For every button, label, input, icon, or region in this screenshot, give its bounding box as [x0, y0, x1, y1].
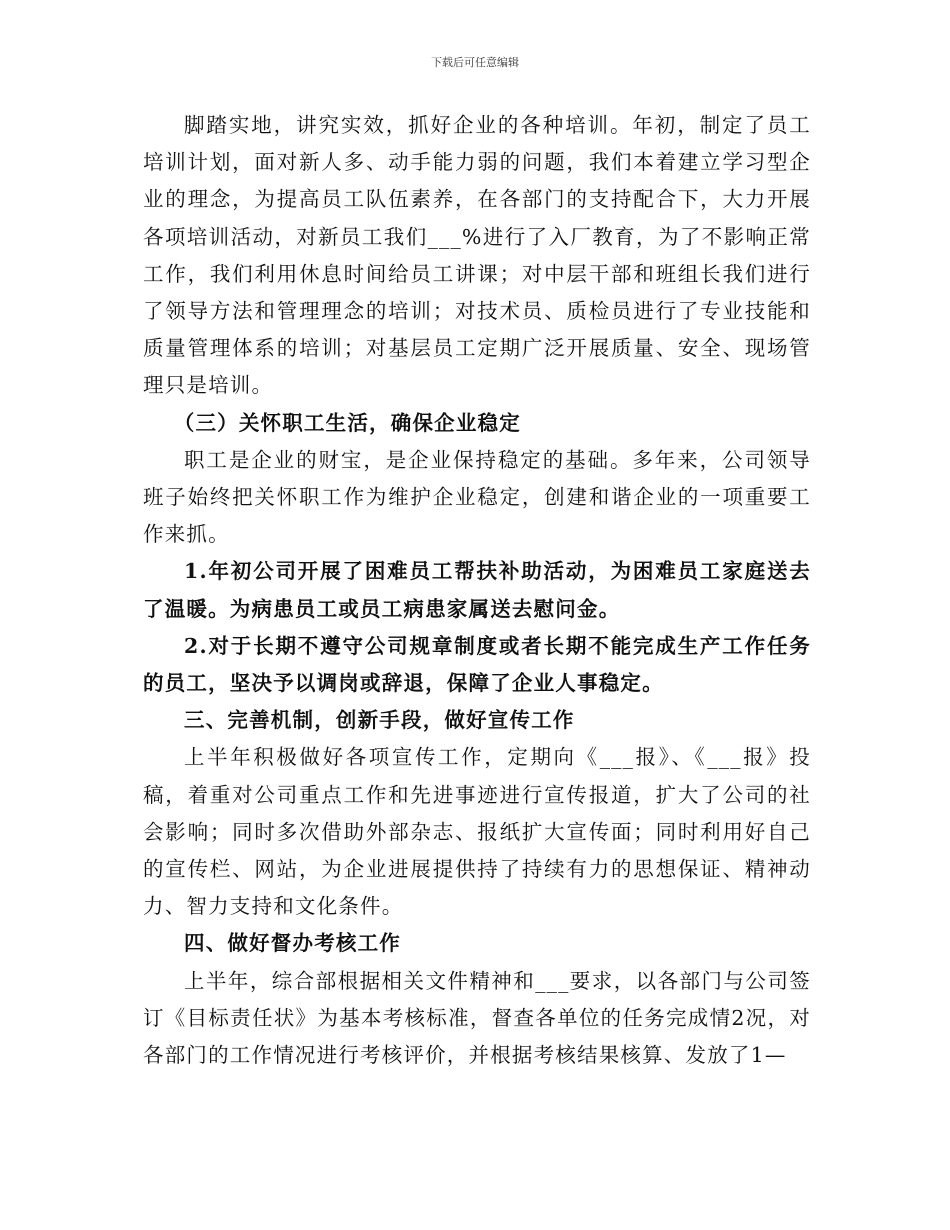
- paragraph-publicity: 上半年积极做好各项宣传工作，定期向《___报》、《___报》投稿，着重对公司重点工作和先进事迹进行宣传报道，扩大了公司的社会影响；同时多次借助外部杂志、报纸扩大宣传面；同时利用好自己的宣传栏、网站，为企业进展提供持了持续有力的思想保证、精神动力、智力支持和文化条件。: [143, 745, 811, 919]
- paragraph-supervision: 上半年，综合部根据相关文件精神和___要求，以各部门与公司签订《目标责任状》为基本考核标准，督查各单位的任务完成情2况，对各部门的工作情况进行考核评价，并根据考核结果核算、发放了1—: [143, 968, 811, 1068]
- paragraph-item-2: 2.对于长期不遵守公司规章制度或者长期不能完成生产工作任务的员工，坚决予以调岗或辞退，保障了企业人事稳定。: [143, 633, 811, 696]
- heading-care-staff: （三）关怀职工生活，确保企业稳定: [173, 410, 521, 435]
- heading-publicity: 三、完善机制，创新手段，做好宣传工作: [184, 708, 575, 733]
- paragraph-training: 脚踏实地，讲究实效，抓好企业的各种培训。年初，制定了员工培训计划，面对新人多、动手能力弱的问题，我们本着建立学习型企业的理念，为提高员工队伍素养，在各部门的支持配合下，大力开展各项培训活动，对新员工我们___%进行了入厂教育，为了不影响正常工作，我们利用休息时间给员工讲课；对中层干部和班组长我们进行了领导方法和管理理念的培训；对技术员、质检员进行了专业技能和质量管理体系的培训；对基层员工定期广泛开展质量、安全、现场管理只是培训。: [143, 113, 811, 398]
- heading-supervision: 四、做好督办考核工作: [184, 931, 401, 956]
- page-header: 下载后可任意编辑: [431, 56, 519, 69]
- document-body: [143, 107, 811, 1074]
- paragraph-item-1: 1.年初公司开展了困难员工帮扶补助活动，为困难员工家庭送去了温暖。为病患员工或员工病患家属送去慰问金。: [143, 559, 811, 621]
- paragraph-staff-foundation: 职工是企业的财宝，是企业保持稳定的基础。多年来，公司领导班子始终把关怀职工作为维护企业稳定，创建和谐企业的一项重要工作来抓。: [143, 447, 811, 547]
